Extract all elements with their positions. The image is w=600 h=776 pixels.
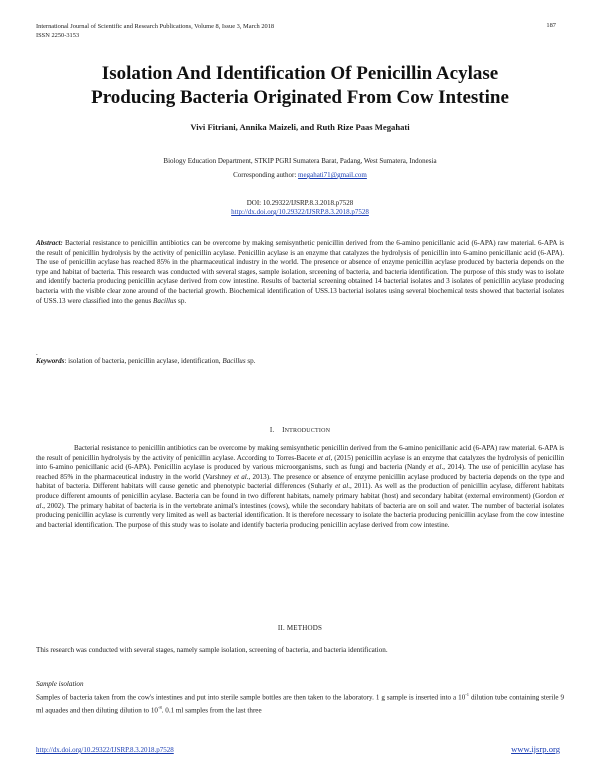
corresponding-label: Corresponding author:: [233, 171, 299, 179]
corresponding-author: [0, 170, 600, 180]
doi-url-link[interactable]: [0, 207, 600, 217]
affiliation: Biology Education Department, STKIP PGRI Sumatera Barat, Padang, West Sumatera, Indonesia: [163, 157, 437, 165]
sample-isolation-paragraph: Samples of bacteria taken from the cow's intestines and put into sterile sample bottles are then taken to the laboratory. 1 g sample is inserted into a $10^{-1}$ dilution tube containing sterile 9 ml aquades and then diluting dilution to $10^{-8}$. 0.1 ml samples from the last three: [36, 692, 564, 715]
separator-dot: .: [36, 349, 38, 357]
keywords-genus: Bacillus: [222, 357, 246, 365]
keywords-label: Keywords: [36, 357, 65, 365]
footer-site-link[interactable]: [511, 744, 560, 754]
section-title-initial: I: [282, 426, 285, 434]
keywords: [36, 357, 564, 367]
doi-url[interactable]: http://dx.doi.org/10.29322/IJSRP.8.3.2018.p7528: [231, 208, 369, 216]
title-line-2: Producing Bacteria Originated From Cow Intestine: [91, 87, 509, 108]
section-methods-heading: II. METHODS: [277, 624, 323, 632]
journal-name: International Journal of Scientific and Research Publications, Volume 8, Issue 3, March 2018: [36, 23, 275, 30]
section-introduction-heading: [0, 426, 600, 434]
page-number: 187: [546, 22, 556, 29]
issn: ISSN 2250-3153: [36, 32, 80, 39]
authors: Vivi Fitriani, Annika Maizeli, and Ruth Rize Paas Megahati: [190, 122, 410, 132]
footer-site[interactable]: www.ijsrp.org: [511, 744, 560, 754]
doi: DOI: 10.29322/IJSRP.8.3.2018.p7528: [246, 199, 354, 207]
journal-header: [36, 22, 274, 40]
methods-paragraph: This research was conducted with several stages, namely sample isolation, screening of bacteria, and bacteria identification.: [36, 646, 388, 654]
introduction-paragraph: Bacterial resistance to penicillin antibiotics can be overcome by making semisynthetic penicillin derived from the 6-amino penicillanic acid (6-APA) raw material. 6-APA is the result of penicillin hydrolysis by the activity of penicillin acylase. According to Torres-Bacete et al, (2015) penicillin acylase is an enzyme that catalyzes the hydrolysis of penicillin into 6-amino penicillanic acid (6-APA). Penicillin acylase is produced by various microorganisms, such as fungi and bacteria (Nandy et al., 2014). The use of penicillin acylase has reached 85% in the pharmaceutical industry in the world (Varshney et al., 2013). The presence or absence of enzyme penicillin acylase produced by bacteria depends on the type and habitat of bacteria. Different habitats will cause genetic and phenotypic bacterial differences (Suharly et al., 2011). As well as the production of penicillin acylase, different habitats produce different amounts of penicillin acylase. Bacteria can be found in two different habitats, namely primary habitat (host) and secondary habitat (external environment) (Gordon et al., 2002). The primary habitat of bacteria is in the vertebrate animal's intestines (cows), while the secondary habitats of bacteria are on soil and water. The number of bacterial isolates producing penicillin acylase is currently very limited as well as bacterial identification. It is therefore necessary to isolate the bacteria producing penicillin acylase from the cow intestine and bacterial identification. The purpose of this study was to isolate and identify bacteria producing penicillin acylase derived from cow intestine.: [36, 444, 564, 529]
abstract-label: Abstract:: [36, 239, 63, 247]
corresponding-email-link[interactable]: megahati71@gmail.com: [298, 171, 367, 179]
keywords-text: : isolation of bacteria, penicillin acylase, identification,: [64, 357, 223, 365]
abstract-text: Bacterial resistance to penicillin antibiotics can be overcome by making semisynthetic penicillin derived from the 6-amino penicillanic acid (6-APA) raw material. 6-APA is the result of penicillin hydrolysis by the activity of penicillin acylase. Penicillin acylase is an enzyme that catalyzes the hydrolysis of penicillin into 6-amino penicillanic acid (6-APA). The use of penicillin acylase has reached 85% in the pharmaceutical industry in the world. The presence or absence of enzyme penicillin acylase produced by bacteria depends on the type and habitat of bacteria. This research was conducted with several stages, sample isolation, srceening of bacteria, and bacteria identification. The purpose of this study was to isolate and identify bacteria producing penicillin acylase derived from cow intestine. Results of bacterial screening obtained 14 bacterial isolates and 3 isolates of penicillin acylase producing bacteria with the visible clear zone around of the bacterial growth. Biochemical identification of USS.13 bacterial isolates using several biochemical tests showed that bacterial isolates of USS.13 were classified into the genus: [36, 239, 564, 305]
footer-doi-link[interactable]: [36, 746, 174, 754]
sample-isolation-heading: Sample isolation: [36, 680, 84, 688]
paper-title: [30, 62, 570, 110]
keywords-end: sp.: [245, 357, 256, 365]
section-title-rest: NTRODUCTION: [284, 428, 331, 434]
abstract: [36, 239, 564, 306]
abstract-end: sp.: [176, 296, 187, 305]
abstract-genus: Bacillus: [153, 296, 177, 305]
section-number: I.: [269, 426, 275, 434]
footer-doi-url[interactable]: http://dx.doi.org/10.29322/IJSRP.8.3.2018.p7528: [36, 746, 174, 754]
title-line-1: Isolation And Identification Of Penicillin Acylase: [101, 63, 499, 84]
